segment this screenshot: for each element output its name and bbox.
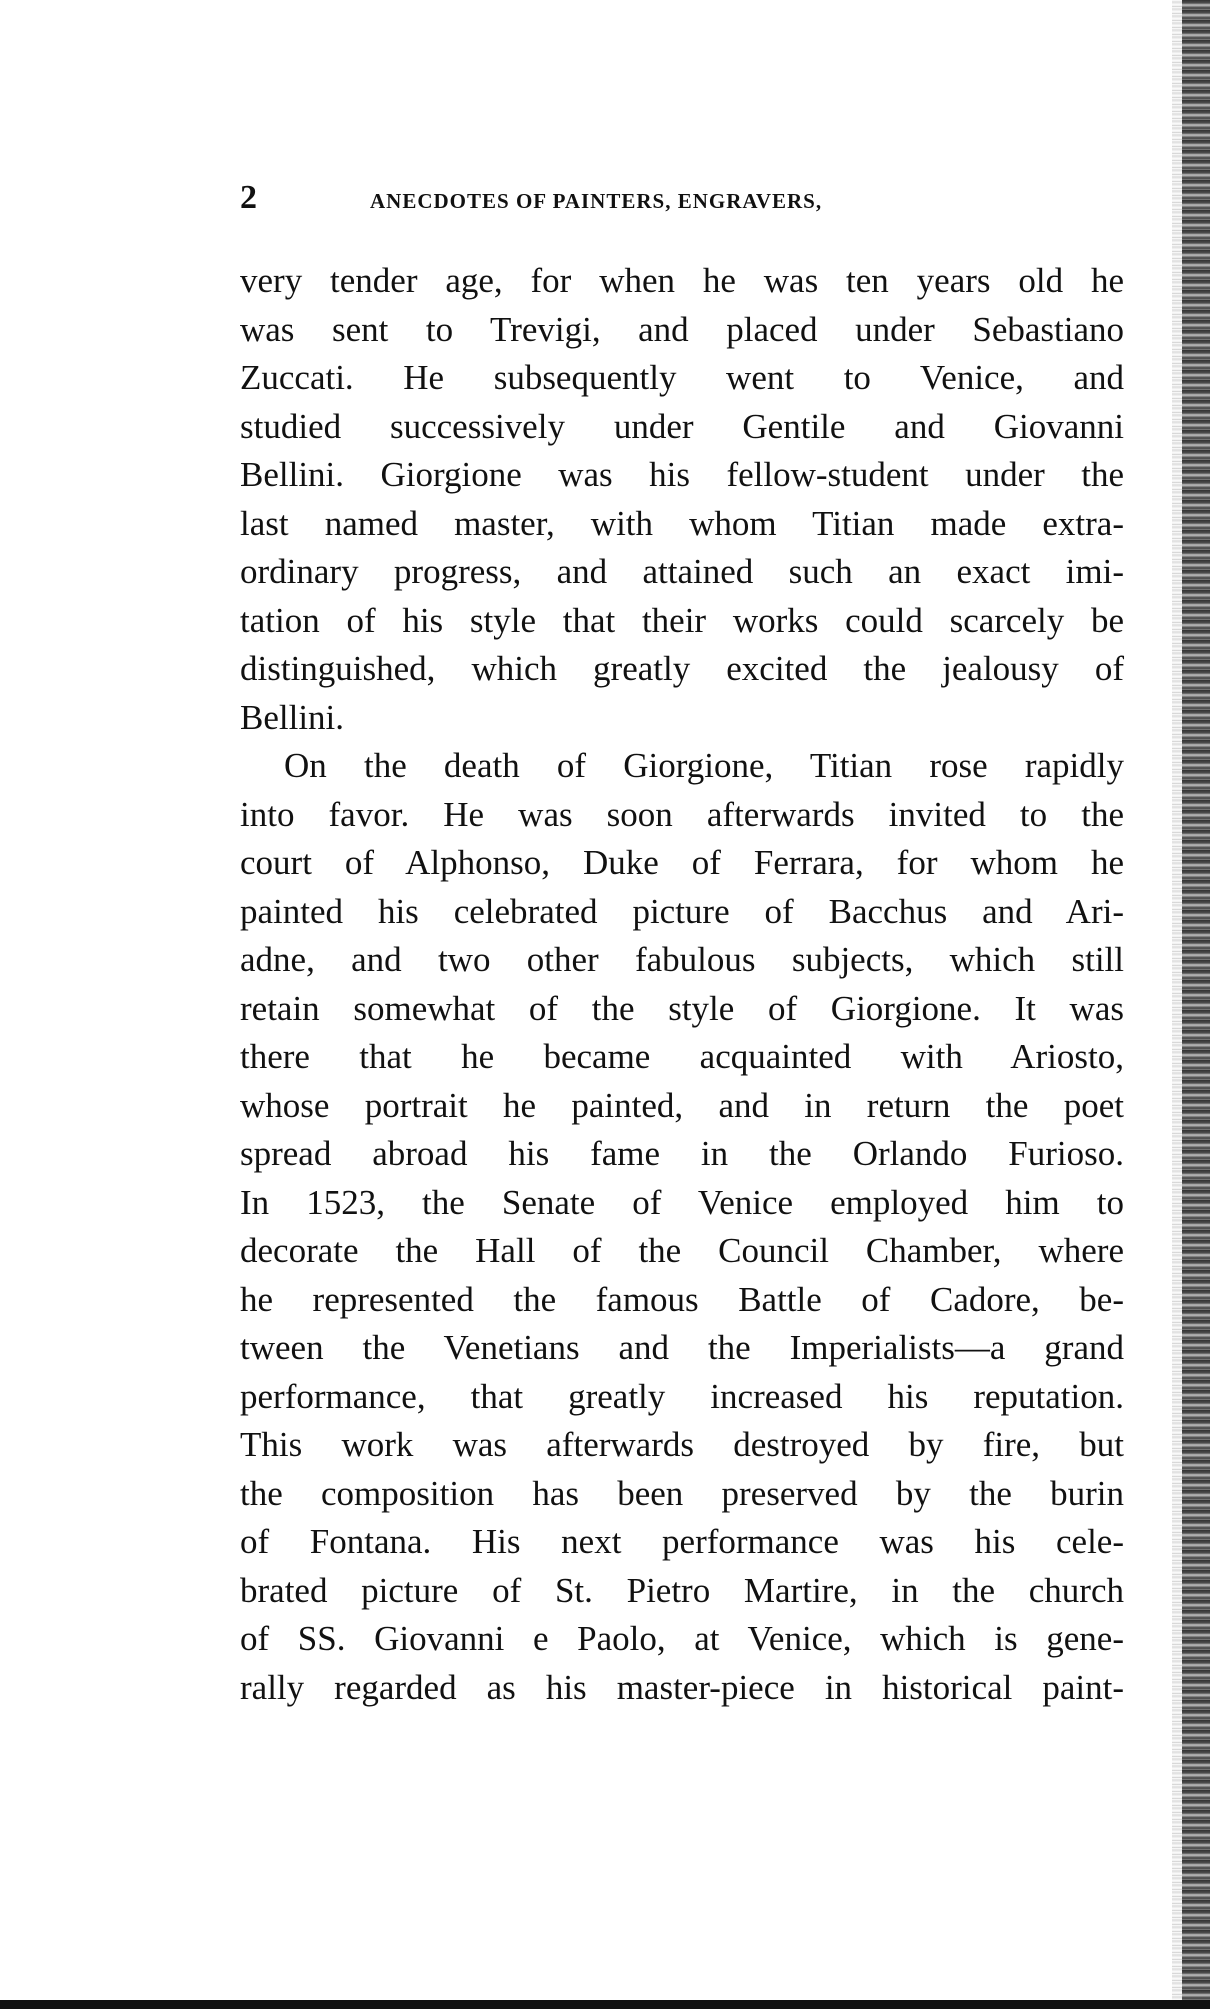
text-line: In 1523, the Senate of Venice employed him to bbox=[240, 1182, 1124, 1222]
running-head bbox=[240, 178, 1120, 228]
text-line: there that he became acquainted with Ariosto, bbox=[240, 1037, 1124, 1076]
body-text bbox=[240, 257, 1124, 1712]
bottom-scan-border bbox=[0, 2000, 1210, 2009]
paragraph-end-line: Bellini. bbox=[240, 697, 345, 737]
text-line: Bellini. Giorgione was his fellow-student under the bbox=[240, 455, 1124, 494]
text-line: adne, and two other fabulous subjects, which still bbox=[240, 940, 1124, 979]
book-spine-edge bbox=[1182, 0, 1210, 2009]
text-line: court of Alphonso, Duke of Ferrara, for whom he bbox=[240, 843, 1124, 882]
text-line: spread abroad his fame in the Orlando Furioso. bbox=[240, 1134, 1124, 1173]
text-line: was sent to Trevigi, and placed under Sebastiano bbox=[240, 309, 1124, 349]
page-number: 2 bbox=[240, 179, 257, 216]
text-line: very tender age, for when he was ten years old he bbox=[240, 261, 1124, 300]
text-line: performance, that greatly increased his reputation. bbox=[240, 1376, 1124, 1416]
text-line: he represented the famous Battle of Cadore, be- bbox=[240, 1279, 1124, 1319]
text-line: tween the Venetians and the Imperialists—a grand bbox=[240, 1328, 1124, 1367]
text-line: of Fontana. His next performance was his cele- bbox=[240, 1522, 1124, 1561]
text-line: tation of his style that their works could scarcely be bbox=[240, 600, 1124, 640]
text-line: This work was afterwards destroyed by fire, but bbox=[240, 1425, 1124, 1464]
text-line: brated picture of St. Pietro Martire, in the church bbox=[240, 1570, 1124, 1610]
text-line: decorate the Hall of the Council Chamber, where bbox=[240, 1231, 1124, 1270]
text-line: ordinary progress, and attained such an exact imi- bbox=[240, 552, 1124, 591]
running-title: ANECDOTES OF PAINTERS, ENGRAVERS, bbox=[370, 189, 823, 213]
text-line: studied successively under Gentile and Giovanni bbox=[240, 406, 1124, 446]
text-line: the composition has been preserved by the burin bbox=[240, 1473, 1124, 1513]
text-line: retain somewhat of the style of Giorgione. It was bbox=[240, 988, 1124, 1028]
text-line: into favor. He was soon afterwards invited to the bbox=[240, 794, 1124, 834]
text-line: painted his celebrated picture of Bacchus and Ari- bbox=[240, 891, 1124, 931]
text-line: distinguished, which greatly excited the jealousy of bbox=[240, 649, 1124, 688]
text-line: last named master, with whom Titian made extra- bbox=[240, 503, 1124, 543]
page-edge-shadow bbox=[1172, 0, 1182, 2009]
paragraph-start-line: On the death of Giorgione, Titian rose rapidly bbox=[284, 746, 1124, 785]
text-line: of SS. Giovanni e Paolo, at Venice, which is gene- bbox=[240, 1619, 1124, 1658]
text-line: whose portrait he painted, and in return the poet bbox=[240, 1085, 1124, 1125]
text-line: rally regarded as his master-piece in historical paint- bbox=[240, 1667, 1124, 1707]
text-line: Zuccati. He subsequently went to Venice, and bbox=[240, 358, 1124, 397]
